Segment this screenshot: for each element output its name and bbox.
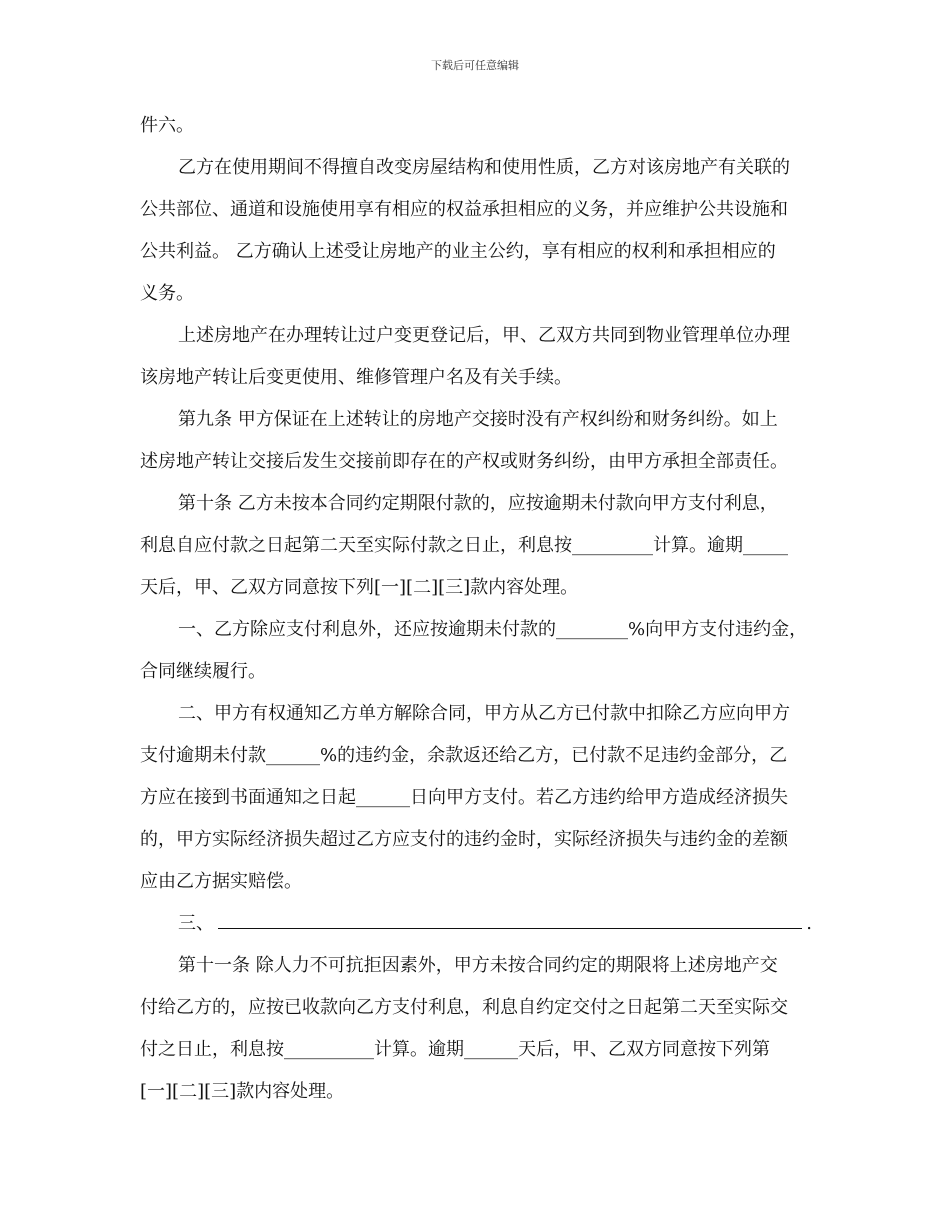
text-line: 二、甲方有权通知乙方单方解除合同，甲方从乙方已付款中扣除乙方应向甲方 <box>178 703 790 724</box>
blank-underline <box>218 904 802 929</box>
text-line: 公共部位、通道和设施使用享有相应的权益承担相应的义务，并应维护公共设施和 <box>140 199 788 220</box>
page-header: 下载后可任意编辑 <box>431 59 519 72</box>
text-line: 第十一条 除人力不可抗拒因素外，甲方未按合同约定的期限将上述房地产交 <box>178 955 778 976</box>
text-line: 应由乙方据实赔偿。 <box>140 871 302 892</box>
text-line: 义务。 <box>140 283 194 304</box>
text-line: 付之日止，利息按__________计算。逾期______天后，甲、乙双方同意按下列第 <box>140 1039 770 1060</box>
text-line: 天后，甲、乙双方同意按下列[一][二][三]款内容处理。 <box>140 577 579 598</box>
text-line: 付给乙方的，应按已收款向乙方支付利息，利息自约定交付之日起第二天至实际交 <box>140 997 788 1018</box>
text-line: 合同继续履行。 <box>140 661 266 682</box>
text-line: 述房地产转让交接后发生交接前即存在的产权或财务纠纷，由甲方承担全部责任。 <box>140 451 788 472</box>
text-line: 支付逾期未付款______%的违约金，余款返还给乙方，已付款不足违约金部分，乙 <box>140 745 788 766</box>
document-body <box>140 105 812 1113</box>
text-line: 件六。 <box>140 115 194 136</box>
text-line: 第十条 乙方未按本合同约定期限付款的，应按逾期未付款向甲方支付利息， <box>178 493 778 514</box>
text-line: 公共利益。 乙方确认上述受让房地产的业主公约，享有相应的权利和承担相应的 <box>140 241 776 262</box>
item-three-suffix: . <box>806 913 812 934</box>
text-line: 乙方在使用期间不得擅自改变房屋结构和使用性质，乙方对该房地产有关联的 <box>178 157 790 178</box>
item-three-prefix: 三、 <box>178 913 214 934</box>
text-line: 该房地产转让后变更使用、维修管理户名及有关手续。 <box>140 367 572 388</box>
text-line: 上述房地产在办理转让过户变更登记后，甲、乙双方共同到物业管理单位办理 <box>178 325 790 346</box>
item-three-line <box>140 903 812 945</box>
text-line: [一][二][三]款内容处理。 <box>140 1081 345 1102</box>
text-line: 方应在接到书面通知之日起______日向甲方支付。若乙方违约给甲方造成经济损失 <box>140 787 788 808</box>
text-line: 利息自应付款之日起第二天至实际付款之日止，利息按_________计算。逾期_____ <box>140 535 788 556</box>
text-line: 一、乙方除应支付利息外，还应按逾期未付款的________%向甲方支付违约金， <box>178 619 808 640</box>
text-line: 第九条 甲方保证在上述转让的房地产交接时没有产权纠纷和财务纠纷。如上 <box>178 409 778 430</box>
text-line: 的，甲方实际经济损失超过乙方应支付的违约金时，实际经济损失与违约金的差额 <box>140 829 788 850</box>
